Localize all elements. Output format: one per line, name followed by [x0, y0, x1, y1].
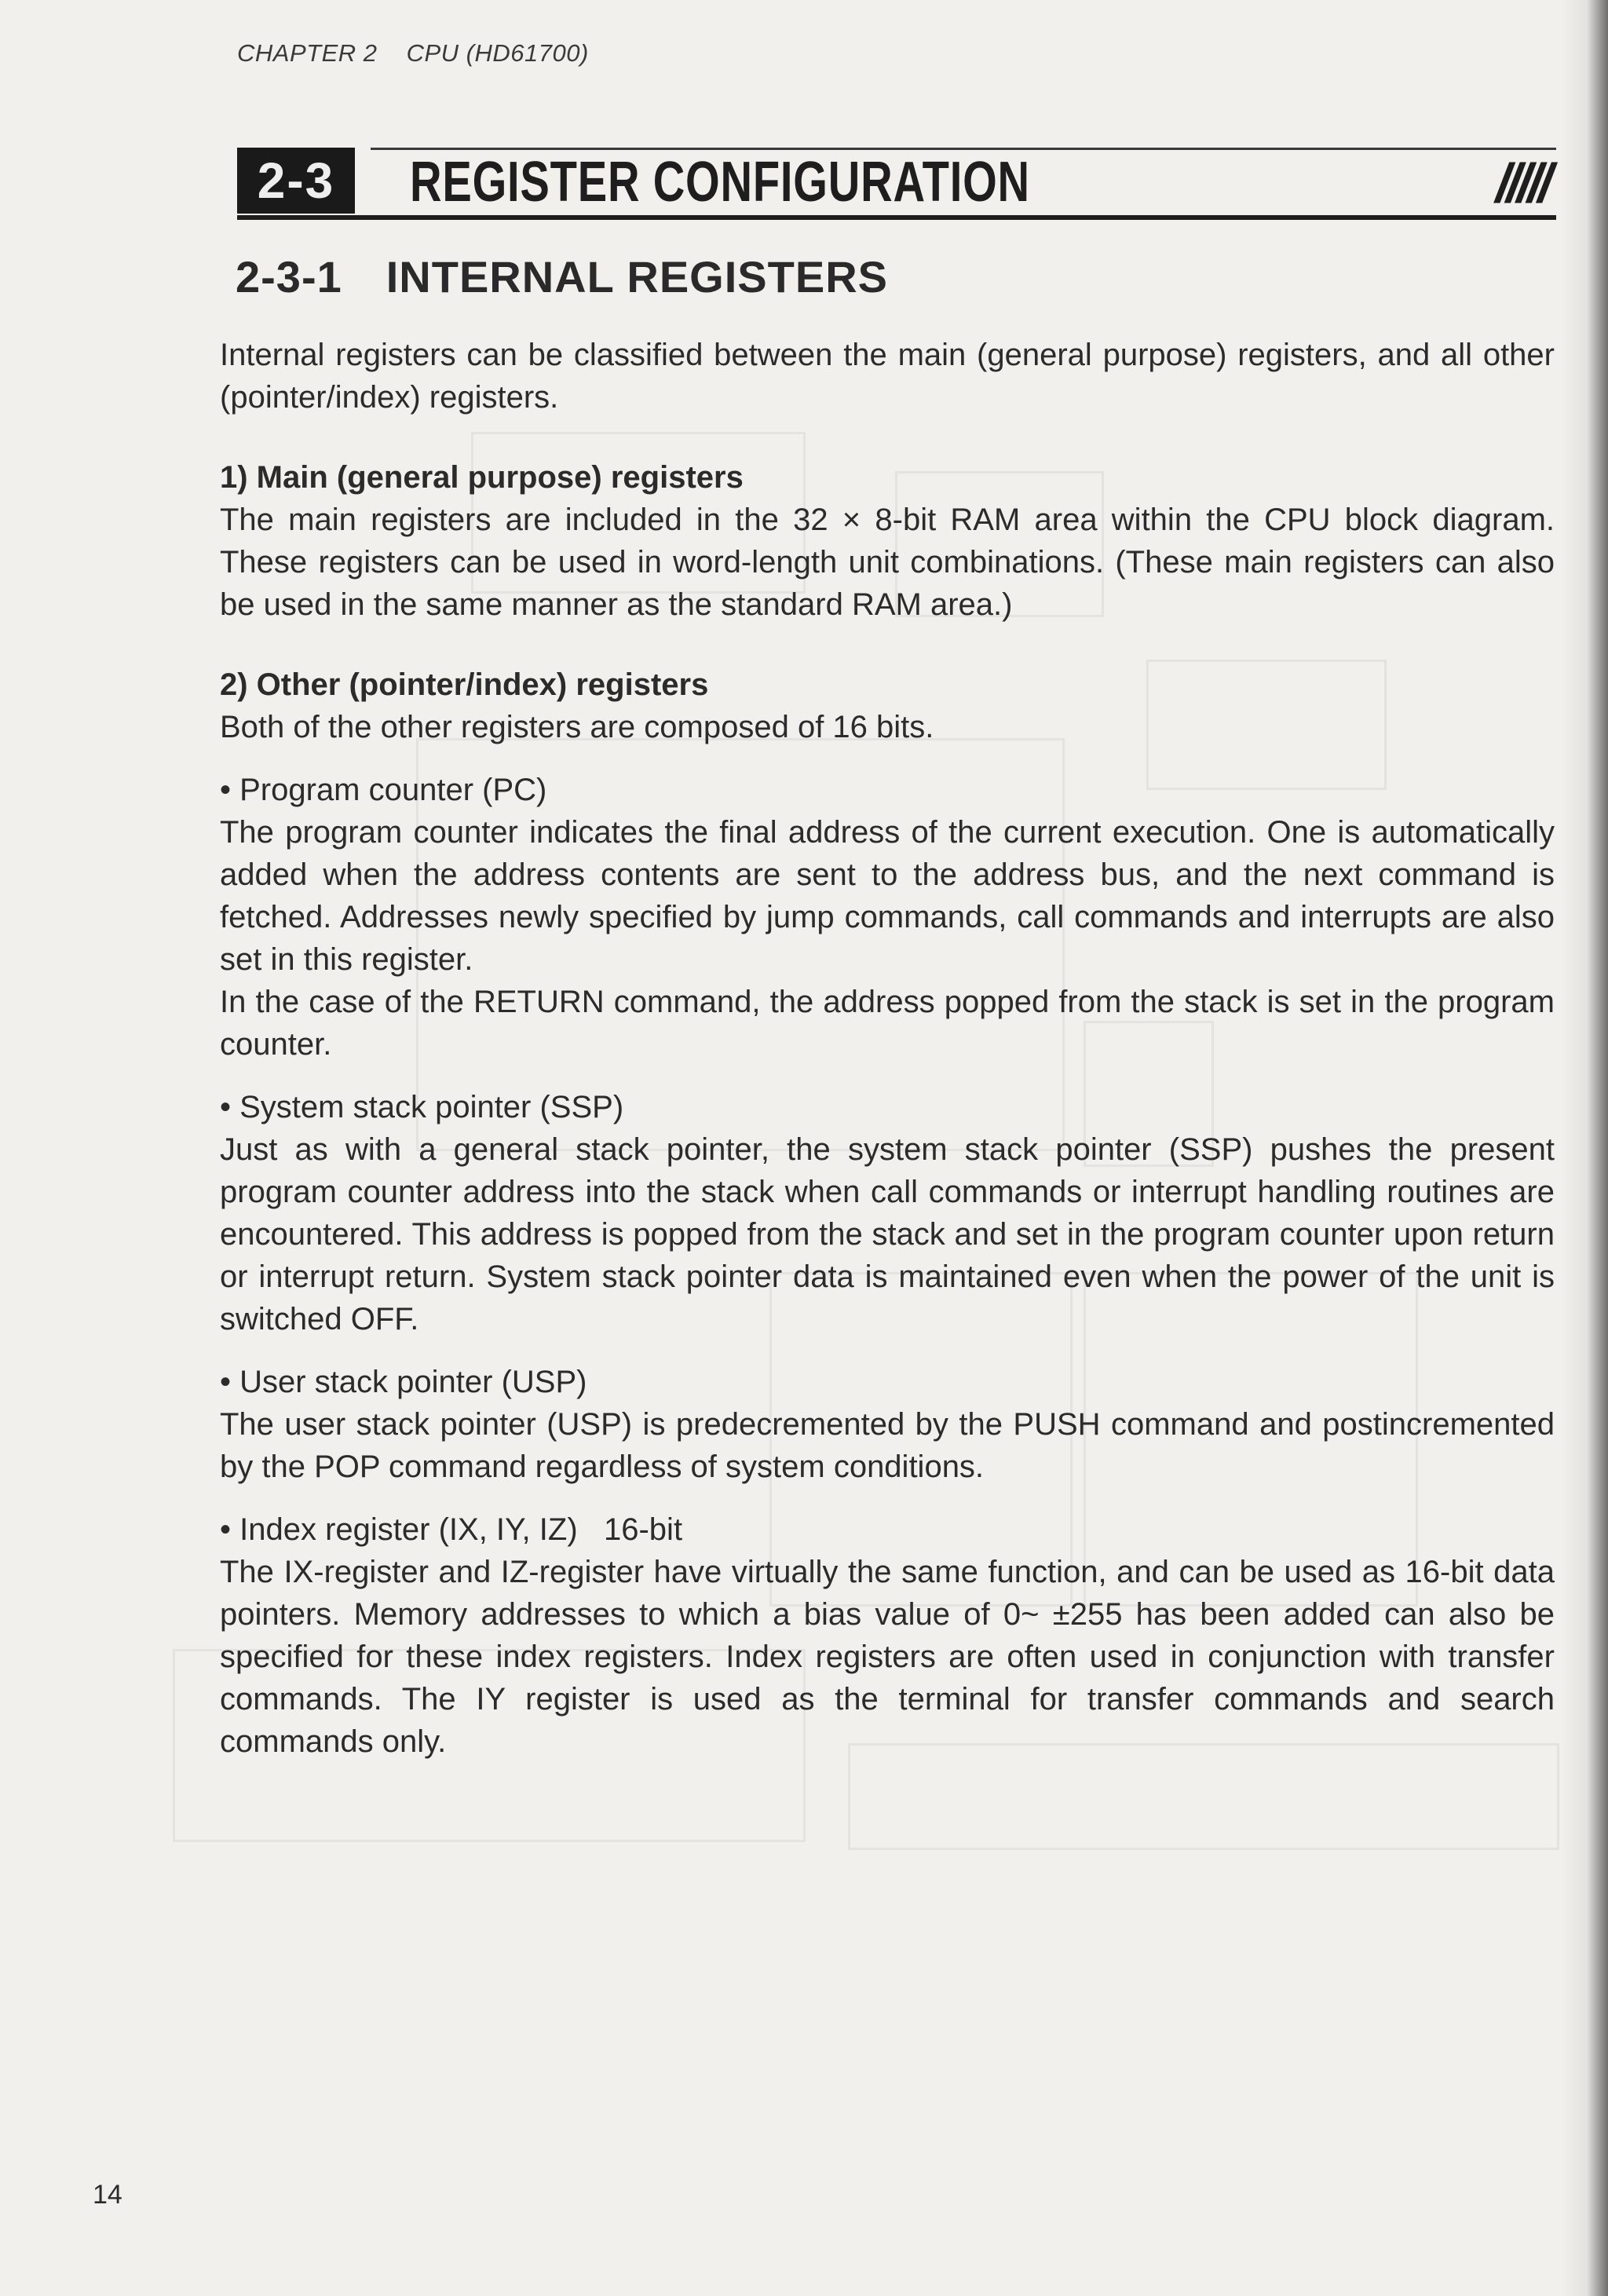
- subsection-number: 2-3-1: [236, 252, 342, 302]
- section-number: 2-3: [237, 148, 355, 214]
- body-text: [220, 334, 1555, 1763]
- ssp-heading: • System stack pointer (SSP): [220, 1086, 1555, 1128]
- chapter-title: CPU (HD61700): [406, 39, 589, 67]
- section-decorative-marks: /////: [1495, 152, 1548, 214]
- main-registers-heading: 1) Main (general purpose) registers: [220, 460, 744, 495]
- index-register-paragraph: The IX-register and IZ-register have virtually the same function, and can be used as 16-bit data pointers. Memory addresses to which a bias value of 0~ ±255 has been added can also be specified for these index registers. Index registers are often used in conjunction with transfer commands. The IY register is used as the terminal for transfer commands and search commands only.: [220, 1555, 1555, 1759]
- pc-paragraph-2: In the case of the RETURN command, the address popped from the stack is set in the program counter.: [220, 985, 1555, 1062]
- section-title: REGISTER CONFIGURATION: [410, 151, 1030, 214]
- other-registers-paragraph: Both of the other registers are composed of 16 bits.: [220, 710, 934, 744]
- page-number: 14: [93, 2180, 122, 2210]
- heading-rule-bottom: [237, 215, 1556, 220]
- subsection-title: INTERNAL REGISTERS: [386, 252, 888, 302]
- other-registers-heading: 2) Other (pointer/index) registers: [220, 667, 709, 702]
- section-heading: [237, 141, 1556, 220]
- subsection-heading: [236, 251, 1570, 302]
- chapter-label: CHAPTER 2: [237, 39, 378, 67]
- pc-heading: • Program counter (PC): [220, 769, 1555, 811]
- usp-paragraph: The user stack pointer (USP) is predecremented by the PUSH command and postincremented by the POP command regardless of system conditions.: [220, 1407, 1555, 1484]
- usp-heading: • User stack pointer (USP): [220, 1361, 1555, 1403]
- intro-paragraph: Internal registers can be classified between the main (general purpose) registers, and all other (pointer/index) registers.: [220, 338, 1555, 415]
- page-edge-shadow: [1561, 0, 1608, 2296]
- pc-paragraph-1: The program counter indicates the final address of the current execution. One is automatically added when the address contents are sent to the address bus, and the next command is fetched. Addresses newly specified by jump commands, call commands and interrupts are also set in this register.: [220, 815, 1555, 977]
- ssp-paragraph: Just as with a general stack pointer, the system stack pointer (SSP) pushes the present program counter address into the stack when call commands or interrupt handling routines are encountered. This address is popped from the stack and set in the program counter upon return or interrupt return. System stack pointer data is maintained even when the power of the unit is switched OFF.: [220, 1132, 1555, 1336]
- running-head: [237, 39, 611, 68]
- main-registers-paragraph: The main registers are included in the 32 × 8-bit RAM area within the CPU block diagram. These registers can be used in word-length unit combinations. (These main registers can also be used in the same manner as the standard RAM area.): [220, 503, 1555, 622]
- index-register-heading: • Index register (IX, IY, IZ) 16-bit: [220, 1508, 1555, 1551]
